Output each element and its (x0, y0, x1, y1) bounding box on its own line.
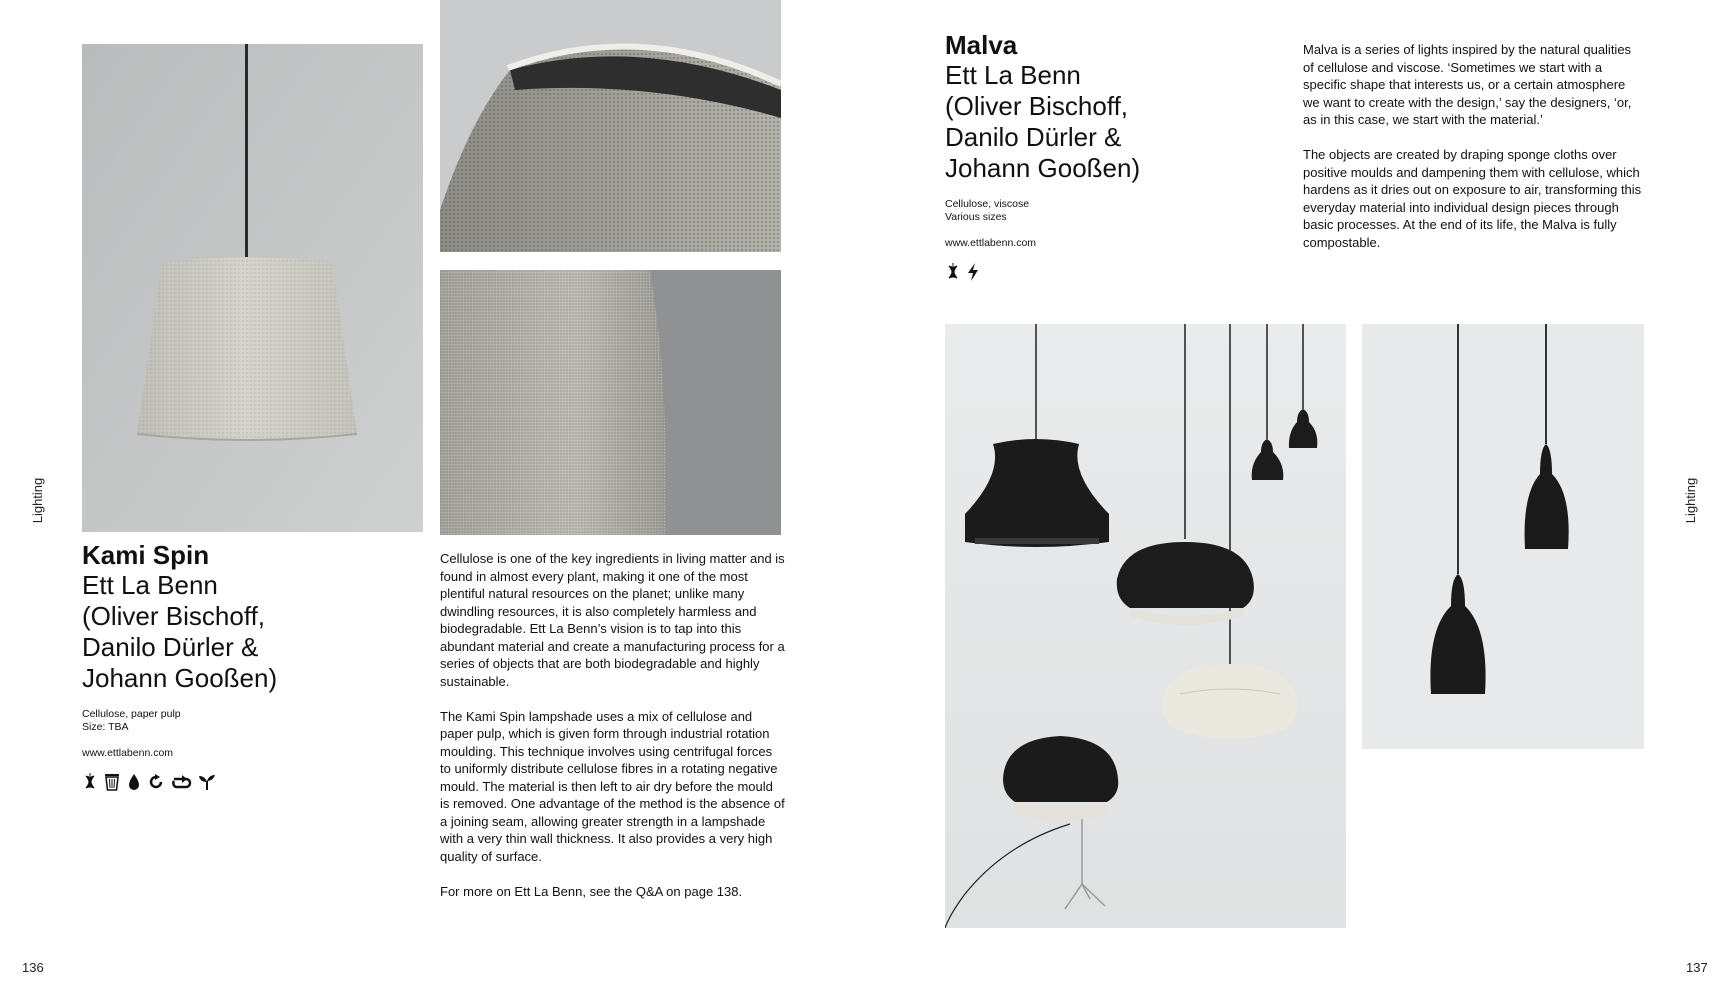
left-side-label: Lighting (30, 477, 45, 524)
kami-spin-designer-line: Johann Gooßen) (82, 663, 278, 693)
body-paragraph: For more on Ett La Benn, see the Q&A on page 138. (440, 883, 743, 899)
malva-icons (945, 263, 1245, 281)
kami-spin-body-text (440, 550, 785, 918)
kami-spin-material: Cellulose, paper pulp (82, 708, 181, 720)
malva-info (945, 30, 1245, 281)
kami-spin-detail-rim-photo (440, 0, 781, 252)
kami-spin-icons (82, 773, 402, 791)
malva-designer-line: Ett La Benn (945, 60, 1081, 90)
kami-spin-size: Size: TBA (82, 721, 129, 733)
body-paragraph: The Kami Spin lampshade uses a mix of cellulose and paper pulp, which is given form through industrial rotation moulding. This technique involves using centrifugal forces to uniformly distribute cellulose fibres in a rotating negative mould. The material is then left to air dry before the mould is removed. One advantage of the method is the absence of a joining seam, allowing greater strength in a lampshade with a very thin wall thickness. It also provides a very high quality of surface. (440, 708, 785, 864)
lightning-icon (967, 263, 979, 281)
bin-icon (104, 773, 120, 791)
right-side-label: Lighting (1683, 477, 1698, 524)
malva-size: Various sizes (945, 211, 1007, 223)
malva-material: Cellulose, viscose (945, 198, 1030, 210)
kami-spin-texture-photo (440, 270, 781, 535)
kami-spin-info (82, 540, 402, 791)
kami-spin-website-link[interactable]: www.ettlabenn.com (82, 747, 174, 759)
kami-spin-designer-line: Ett La Benn (82, 570, 218, 600)
malva-pendants-photo (1362, 324, 1644, 749)
body-paragraph: Malva is a series of lights inspired by the natural qualities of cellulose and viscose. ‘Sometimes we start with a specific shape that interests us, or a certain atmosphere we want to create with the design,’ say the designers, ‘or, as in this case, we start with the material.’ (1303, 42, 1632, 127)
kami-spin-main-photo (82, 44, 423, 532)
kami-spin-designer-line: Danilo Dürler & (82, 632, 259, 662)
left-page-number: 136 (22, 960, 44, 975)
malva-designer-line: Danilo Dürler & (945, 122, 1122, 152)
apple-core-icon (945, 263, 961, 281)
malva-body-text (1303, 41, 1643, 269)
kami-spin-designer-line: (Oliver Bischoff, (82, 601, 266, 631)
malva-designer-line: Johann Gooßen) (945, 153, 1141, 183)
recycle-arrow-icon (148, 773, 164, 791)
body-paragraph: The objects are created by draping sponge cloths over positive moulds and dampening them with cellulose, which hardens as it dries out on exposure to air, transforming this everyday material into individual design pieces through basic processes. At the end of its life, the Malva is fully compostable. (1303, 147, 1642, 250)
malva-website-link[interactable]: www.ettlabenn.com (945, 237, 1037, 249)
loop-arrow-icon (170, 773, 192, 791)
malva-group-photo (945, 324, 1346, 928)
malva-title: Malva (945, 30, 1018, 60)
water-drop-icon (126, 773, 142, 791)
sprout-icon (198, 773, 216, 791)
right-page-number: 137 (1686, 960, 1708, 975)
malva-designer-line: (Oliver Bischoff, (945, 91, 1129, 121)
kami-spin-title: Kami Spin (82, 540, 210, 570)
body-paragraph: Cellulose is one of the key ingredients in living matter and is found in almost every plant, making it one of the most plentiful natural resources on the planet; unlike many dwindling resources, it is also completely harmless and biodegradable. Ett La Benn’s vision is to tap into this abundant material and create a manufacturing process for a series of objects that are both biodegradable and highly sustainable. (440, 551, 785, 689)
apple-core-icon (82, 773, 98, 791)
